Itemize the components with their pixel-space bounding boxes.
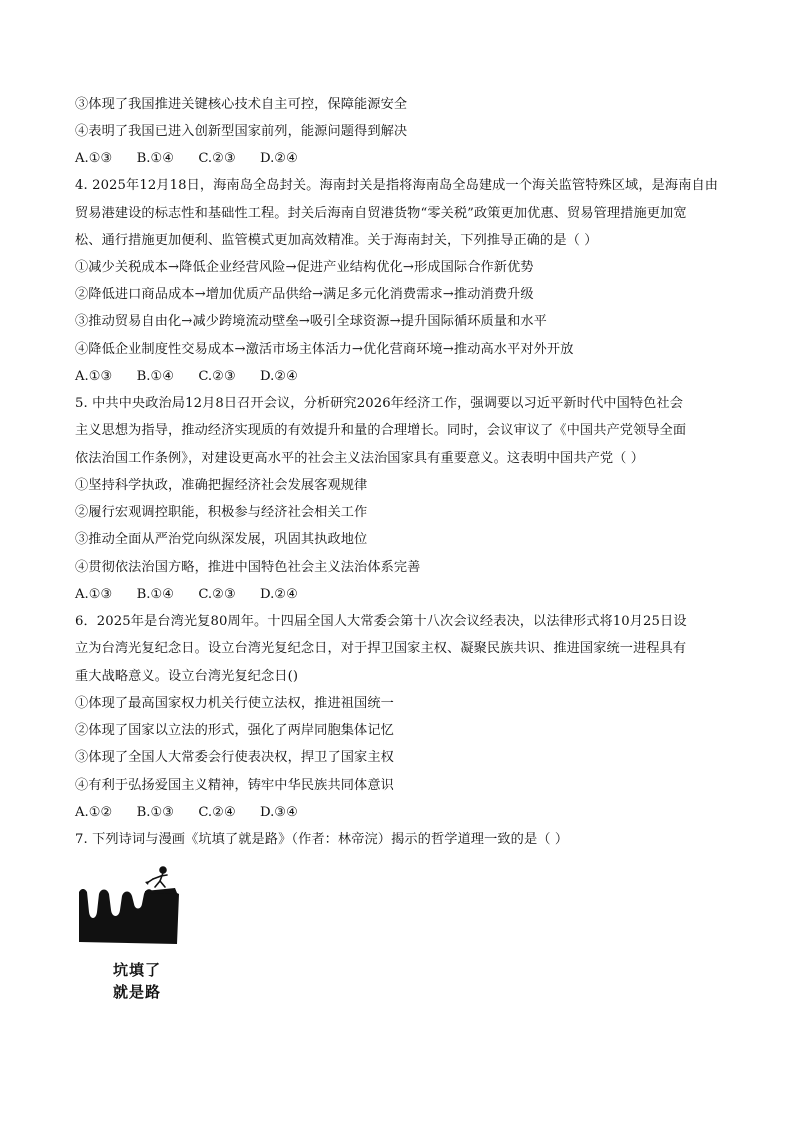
choice-c: C.②③ [198,151,236,166]
question-6-statement-2: ②体现了国家以立法的形式，强化了两岸同胞集体记忆 [75,723,394,738]
choice-d: D.②④ [259,587,298,602]
choice-b: B.①④ [136,151,175,166]
option-statement-4: ④表明了我国已进入创新型国家前列，能源问题得到解决 [75,124,408,139]
cartoon-caption-line-1: 坑填了 [113,961,162,979]
choice-d: D.②④ [259,369,298,384]
filled-road [145,888,177,894]
choice-b: B.①④ [136,587,175,602]
choice-a: A.①③ [75,369,113,384]
choice-b: B.①④ [136,369,175,384]
choice-b: B.①③ [136,805,175,820]
choice-a: A.①② [75,805,113,820]
question-6-statement-3: ③体现了全国人大常委会行使表决权，捍卫了国家主权 [75,750,394,765]
choice-c: C.②④ [198,805,236,820]
cartoon-image [75,866,195,1004]
cartoon-drawing [75,866,195,956]
question-4-stem-line-1: 4. 2025年12月18日，海南岛全岛封关。海南封关是指将海南岛全岛建成一个海关监管特殊区域，是海南自由 [75,178,719,193]
answer-choices-q4 [75,368,298,386]
question-4-stem-line-2: 贸易港建设的标志性和基础性工程。封关后海南自贸港货物“零关税”政策更加优惠、贸易管理措施更加宽 [75,206,687,221]
question-5-statement-3: ③推动全面从严治党向纵深发展，巩固其执政地位 [75,532,368,547]
choice-c: C.②③ [198,369,236,384]
question-5-stem-line-3: 依法治国工作条例》，对建设更高水平的社会主义法治国家具有重要意义。这表明中国共产党（ ） [75,451,645,466]
question-6-statement-4: ④有利于弘扬爱国主义精神，铸牢中华民族共同体意识 [75,778,394,793]
question-4-statement-2: ②降低进口商品成本→增加优质产品供给→满足多元化消费需求→推动消费升级 [75,287,534,302]
question-5-statement-1: ①坚持科学执政，准确把握经济社会发展客观规律 [75,478,368,493]
question-5-stem-line-2: 主义思想为指导，推动经济实现质的有效提升和量的合理增长。同时，会议审议了《中国共产党领导全面 [75,423,687,438]
question-6-stem-line-2: 立为台湾光复纪念日。设立台湾光复纪念日，对于捍卫国家主权、凝聚民族共识、推进国家统一进程具有 [75,641,687,656]
question-7-stem: 7. 下列诗词与漫画《坑填了就是路》（作者：林帝浣）揭示的哲学道理一致的是（ ） [75,832,569,847]
ground-with-pits [79,889,179,944]
choice-a: A.①③ [75,151,113,166]
choice-c: C.②③ [198,587,236,602]
worker-figure [147,867,167,887]
cartoon-caption-line-2: 就是路 [113,983,162,1001]
choice-d: D.③④ [259,805,298,820]
question-5-statement-2: ②履行宏观调控职能，积极参与经济社会相关工作 [75,505,368,520]
question-5-stem-line-1: 5. 中共中央政治局12月8日召开会议，分析研究2026年经济工作，强调要以习近平新时代中国特色社会 [75,396,684,411]
answer-choices-q5 [75,586,298,604]
question-4-statement-1: ①减少关税成本→降低企业经营风险→促进产业结构优化→形成国际合作新优势 [75,260,534,275]
answer-choices-q3 [75,150,298,168]
question-6-statement-1: ①体现了最高国家权力机关行使立法权，推进祖国统一 [75,696,394,711]
question-4-statement-3: ③推动贸易自由化→减少跨境流动壁垒→吸引全球资源→提升国际循环质量和水平 [75,314,547,329]
question-6-stem-line-3: 重大战略意义。设立台湾光复纪念日() [75,669,299,684]
choice-d: D.②④ [259,151,298,166]
option-statement-3: ③体现了我国推进关键核心技术自主可控，保障能源安全 [75,97,408,112]
shovel-dirt [145,881,149,885]
question-5-statement-4: ④贯彻依法治国方略，推进中国特色社会主义法治体系完善 [75,560,421,575]
question-6-stem-line-1: 6．2025年是台湾光复80周年。十四届全国人大常委会第十八次会议经表决，以法律形式将10月25日设 [75,614,687,629]
question-4-stem-line-3: 松、通行措施更加便利、监管模式更加高效精准。关于海南封关，下列推导正确的是（ ） [75,233,598,248]
answer-choices-q6 [75,804,298,822]
question-4-statement-4: ④降低企业制度性交易成本→激活市场主体活力→优化营商环境→推动高水平对外开放 [75,342,574,357]
choice-a: A.①③ [75,587,113,602]
